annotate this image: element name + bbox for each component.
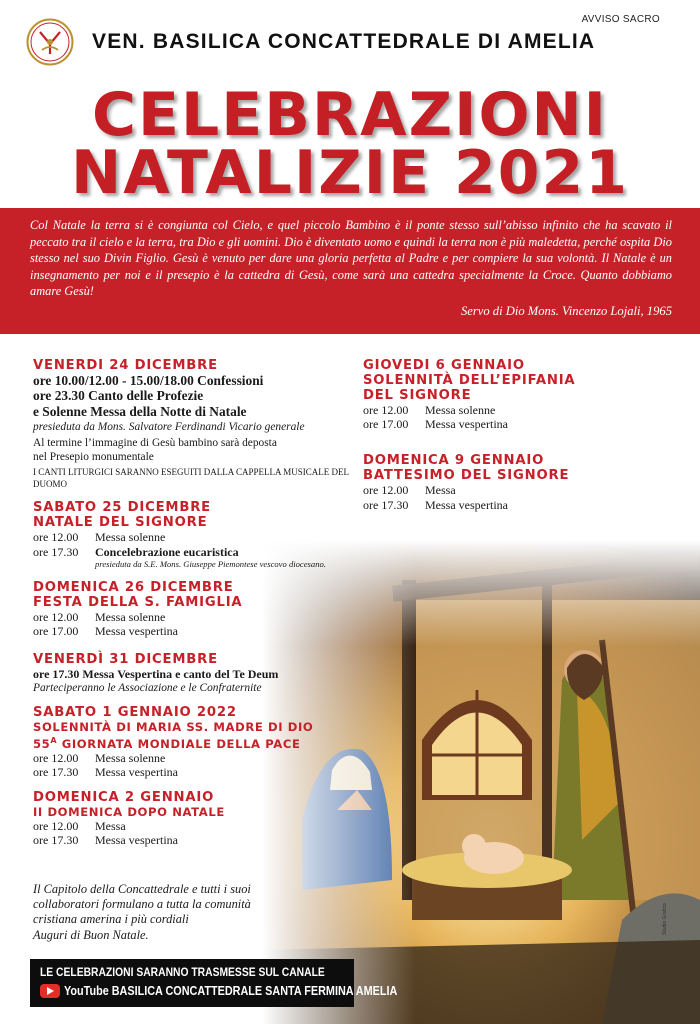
event-row <box>363 498 683 512</box>
schedule-left-column <box>33 358 363 857</box>
event-desc: Messa vespertina <box>95 832 178 847</box>
greeting-line: Il Capitolo della Concattedrale e tutti i suoi <box>33 882 251 896</box>
event-subtitle: II DOMENICA DOPO NATALE <box>33 804 225 819</box>
event-title: SABATO 1 GENNAIO 2022 <box>33 705 237 721</box>
event-desc: Messa solenne <box>425 403 496 417</box>
youtube-icon <box>40 984 60 998</box>
event-dec26 <box>33 580 363 638</box>
image-credit: Studio Grafico <box>662 903 668 935</box>
event-subtitle: SOLENNITÀ DELL’EPIFANIA <box>363 373 576 388</box>
greeting-line: Auguri di Buon Natale. <box>33 927 149 942</box>
event-title: VENERDI 24 DICEMBRE <box>33 358 218 373</box>
event-row <box>33 751 363 765</box>
event-row <box>33 819 363 833</box>
event-time: ore 17.30 <box>33 765 79 780</box>
event-note: Al termine l’immagine di Gesù bambino sarà deposta <box>33 437 277 450</box>
event-row <box>33 530 363 544</box>
avviso-sacro-label: AVVISO SACRO <box>581 14 660 25</box>
event-desc: Messa <box>95 818 126 833</box>
peace-day-ordinal: A <box>50 736 58 746</box>
event-jan9 <box>363 453 683 511</box>
event-subtitle: SOLENNITÀ DI MARIA SS. MADRE DI DIO <box>33 720 314 735</box>
event-title: VENERDÌ 31 DICEMBRE <box>33 652 218 668</box>
event-title: DOMENICA 9 GENNAIO <box>363 453 545 469</box>
event-dec31 <box>33 652 363 695</box>
title-line-2: NATALIZIE 2021 <box>71 138 629 208</box>
event-jan6 <box>363 358 683 431</box>
basilica-logo-icon <box>26 18 74 66</box>
event-time: ore 12.00 <box>363 403 409 417</box>
event-time: ore 17.30 <box>33 832 79 847</box>
event-subtitle: DEL SIGNORE <box>363 388 472 403</box>
event-row <box>363 483 683 497</box>
event-subtitle: NATALE DEL SIGNORE <box>33 515 208 531</box>
event-desc: Concelebrazione eucaristica <box>95 544 239 559</box>
event-note: Parteciperanno le Associazione e le Confraternite <box>33 682 262 695</box>
basilica-name: VEN. BASILICA CONCATTEDRALE DI AMELIA <box>92 30 596 53</box>
quote-author: Servo di Dio Mons. Vincenzo Lojali, 1965 <box>460 303 672 318</box>
broadcast-notice: LE CELEBRAZIONI SARANNO TRASMESSE SUL CANALE <box>40 965 325 979</box>
event-subtitle: FESTA DELLA S. FAMIGLIA <box>33 594 243 610</box>
event-row <box>33 833 363 847</box>
event-jan2 <box>33 790 363 847</box>
event-row <box>363 417 683 431</box>
peace-day-label: GIORNATA MONDIALE DELLA PACE <box>57 737 301 752</box>
peace-day-number: 55 <box>33 737 51 752</box>
greeting-line: collaboratori formulano a tutta la comunità <box>33 897 251 912</box>
event-title: DOMENICA 2 GENNAIO <box>33 789 215 805</box>
event-line: e Solenne Messa della Notte di Natale <box>33 403 247 419</box>
event-time: ore 12.00 <box>33 818 79 833</box>
event-subtitle <box>33 734 363 751</box>
event-desc: Messa vespertina <box>95 765 178 780</box>
title-line-1: CELEBRAZIONI <box>92 80 608 150</box>
greeting-message <box>33 882 333 943</box>
event-choir-note: I CANTI LITURGICI SARANNO ESEGUITI DALLA CAPPELLA MUSICALE DEL DUOMO <box>33 467 349 490</box>
event-line: ore 10.00/12.00 - 15.00/18.00 Confessioni <box>33 373 264 388</box>
event-time: ore 17.00 <box>363 417 409 432</box>
event-subtitle: BATTESIMO DEL SIGNORE <box>363 468 570 484</box>
event-desc: Messa solenne <box>95 751 166 766</box>
event-row <box>33 545 363 559</box>
quote-banner <box>0 208 700 334</box>
event-title: DOMENICA 26 DICEMBRE <box>33 579 234 595</box>
event-row <box>33 610 363 624</box>
event-time: ore 17.30 <box>363 497 409 512</box>
event-desc: Messa vespertina <box>95 624 178 639</box>
event-desc: Messa solenne <box>95 609 166 624</box>
event-note: nel Presepio monumentale <box>33 450 154 463</box>
schedule-right-column <box>363 358 683 522</box>
event-time: ore 17.30 <box>33 544 79 559</box>
event-time: ore 12.00 <box>33 751 79 766</box>
event-presided-note: presieduta da S.E. Mons. Giuseppe Piemontese vescovo diocesano. <box>95 558 326 569</box>
event-title: GIOVEDI 6 GENNAIO <box>363 358 525 373</box>
event-row <box>33 624 363 638</box>
event-desc: Messa vespertina <box>425 417 508 432</box>
event-time: ore 12.00 <box>33 530 79 545</box>
event-desc: Messa vespertina <box>425 497 508 512</box>
quote-text: Col Natale la terra si è congiunta col Cielo, e quel piccolo Bambino è il ponte stesso sull’abisso infinito che ha scavato il peccato tra il cielo e la terra, tra Dio e gli uomini. Dio è diventato uomo e quindi la terra non è più maledetta, perché ospita Dio stesso nel suo Divin Figlio. Gesù è venuto per dare una gloria perfetta al Padre e per compiere la sua volontà. Il Natale è un insegnamento per noi e il presepio è la cattedra di Gesù, come sarà una cattedra specialmente la Croce. Quanto dobbiamo amare Gesù! <box>30 218 672 299</box>
event-row <box>363 403 683 417</box>
youtube-broadcast-box <box>30 959 398 1007</box>
event-line: ore 23.30 Canto delle Profezie <box>33 388 204 404</box>
greeting-line: cristiana amerina i più cordiali <box>33 912 189 927</box>
event-time: ore 12.00 <box>33 609 79 624</box>
event-dec25 <box>33 500 363 569</box>
event-time: ore 12.00 <box>363 483 409 498</box>
event-row <box>33 765 363 779</box>
event-presided-note: presieduta da Mons. Salvatore Ferdinandi Vicario generale <box>33 421 305 434</box>
event-desc: Messa <box>425 483 456 498</box>
event-time: ore 17.00 <box>33 624 79 639</box>
event-title: SABATO 25 DICEMBRE <box>33 500 211 516</box>
event-desc: Messa solenne <box>95 530 166 545</box>
youtube-channel-name[interactable]: YouTube BASILICA CONCATTEDRALE SANTA FERMINA AMELIA <box>64 984 398 998</box>
event-dec24 <box>33 358 363 490</box>
event-line: ore 17.30 Messa Vespertina e canto del Te Deum <box>33 667 279 682</box>
event-jan1 <box>33 705 363 779</box>
youtube-channel[interactable] <box>40 984 398 998</box>
